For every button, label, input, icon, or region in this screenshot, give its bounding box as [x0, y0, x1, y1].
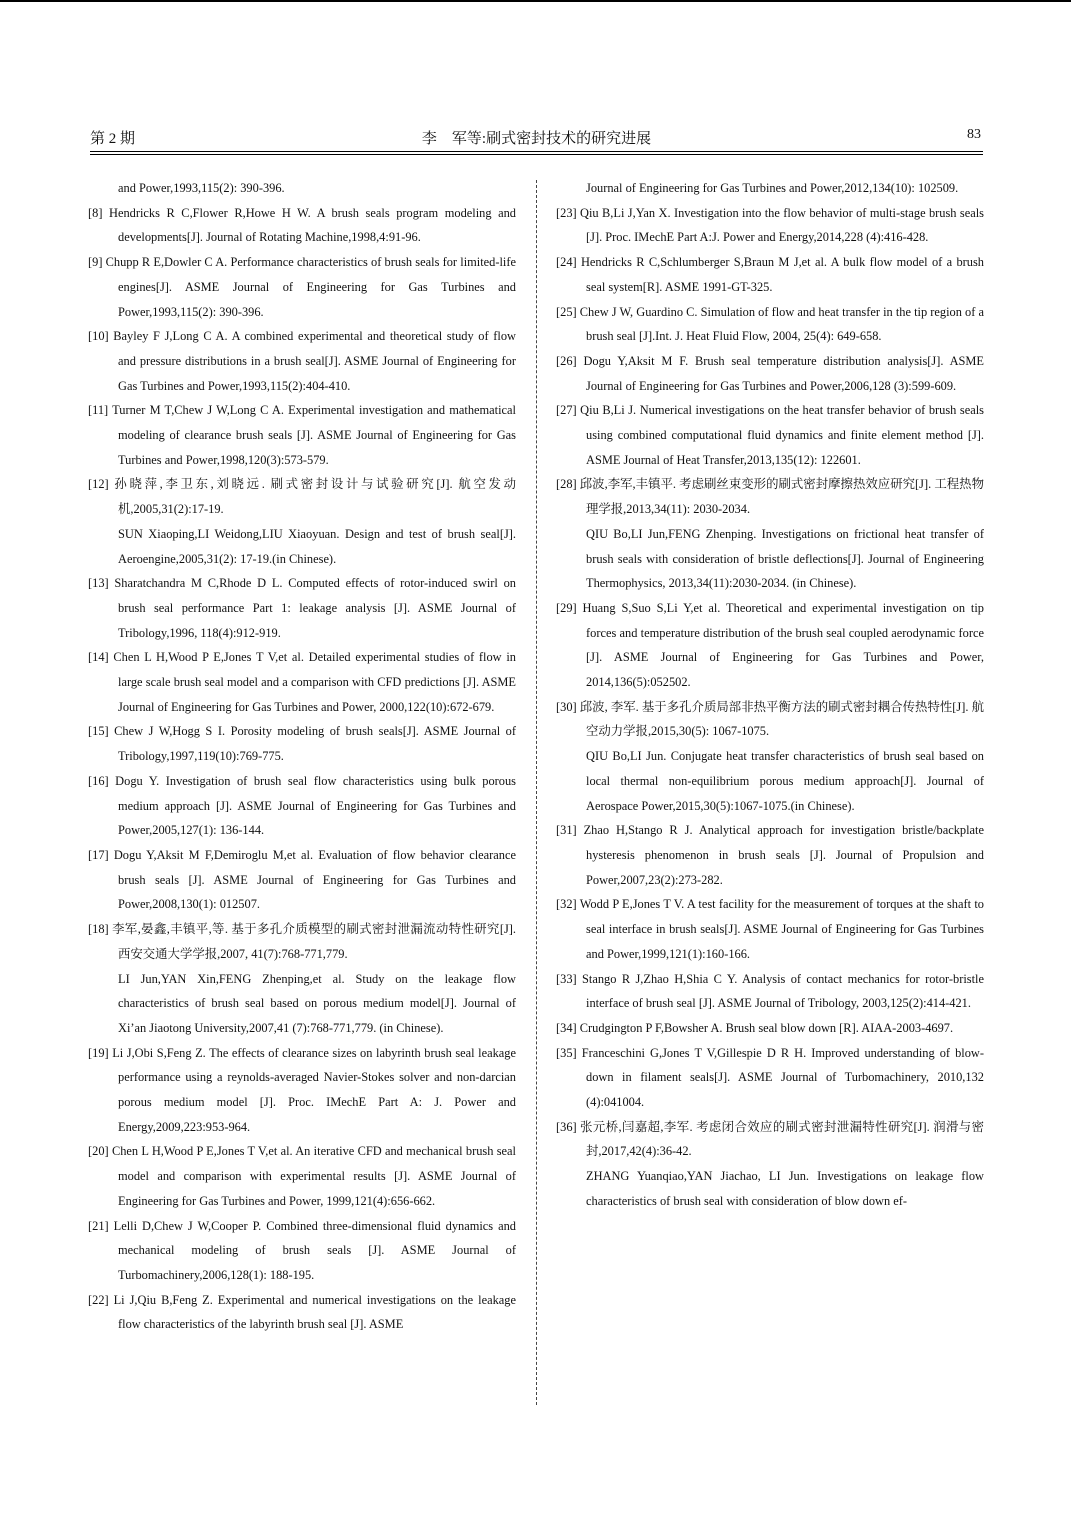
reference-entry: [24] Hendricks R C,Schlumberger S,Braun M J,et al. A bulk flow model of a brush seal system[R]. ASME 1991-GT-325.	[556, 255, 984, 294]
reference-entry: [36] 张元桥,闫嘉超,李军. 考虑闭合效应的刷式密封泄漏特性研究[J]. 润滑与密封,2017,42(4):36-42.	[556, 1119, 984, 1159]
reference-entry: [34] Crudgington P F,Bowsher A. Brush seal blow down [R]. AIAA-2003-4697.	[556, 1020, 954, 1035]
reference-entry: [23] Qiu B,Li J,Yan X. Investigation into the flow behavior of multi-stage brush seals [J]. Proc. IMechE Part A:J. Power and Energy,2014,228 (4):416-428.	[556, 205, 984, 245]
top-border-rule	[0, 0, 1071, 2]
reference-entry: [35] Franceschini G,Jones T V,Gillespie D R H. Improved understanding of blow-down in filament seals[J]. ASME Journal of Turbomachinery, 2010,132 (4):041004.	[556, 1045, 984, 1110]
reference-entry: [16] Dogu Y. Investigation of brush seal flow characteristics using bulk porous medium approach [J]. ASME Journal of Engineering for Gas Turbines and Power,2005,127(1): 136-144.	[88, 773, 516, 838]
references-left-column	[88, 176, 516, 1337]
references-right-column	[556, 176, 984, 1214]
reference-continuation: and Power,1993,115(2): 390-396.	[118, 181, 285, 195]
reference-entry: [9] Chupp R E,Dowler C A. Performance characteristics of brush seals for limited-life engines[J]. ASME Journal of Engineering for Gas Turbines and Power,1993,115(2): 390-396.	[88, 255, 516, 319]
reference-entry: [20] Chen L H,Wood P E,Jones T V,et al. An iterative CFD and mechanical brush seal model and comparison with experimental results [J]. ASME Journal of Engineering for Gas Turbines and Power, 1999,121(4):656-662.	[88, 1144, 516, 1208]
issue-number: 第 2 期	[90, 131, 136, 147]
header-rule-thin	[90, 154, 983, 155]
reference-entry: [22] Li J,Qiu B,Feng Z. Experimental and numerical investigations on the leakage flow characteristics of the labyrinth brush seal [J]. ASME	[88, 1292, 516, 1332]
running-header	[90, 125, 983, 151]
reference-entry: [19] Li J,Obi S,Feng Z. The effects of clearance sizes on labyrinth brush seal leakage performance using a reynolds-averaged Navier-Stokes solver and non-darcian porous medium model [J]. Proc. IMechE Part A: J. Power and Energy,2009,223:953-964.	[88, 1045, 516, 1134]
reference-entry: [25] Chew J W, Guardino C. Simulation of flow and heat transfer in the tip region of a brush seal [J].Int. J. Heat Fluid Flow, 2004, 25(4): 649-658.	[556, 304, 984, 344]
reference-translation: QIU Bo,LI Jun,FENG Zhenping. Investigations on frictional heat transfer of brush seals with consideration of bristle deflections[J]. Journal of Engineering Thermophysics, 2013,34(11):2030-2034. (in Chinese).	[586, 526, 984, 591]
reference-translation: LI Jun,YAN Xin,FENG Zhenping,et al. Study on the leakage flow characteristics of brush seal based on porous medium model[J]. Journal of Xi’an Jiaotong University,2007,41 (7):768-771,779. (in Chinese).	[118, 971, 516, 1035]
reference-entry: [30] 邱波, 李军. 基于多孔介质局部非热平衡方法的刷式密封耦合传热特性[J]. 航空动力学报,2015,30(5): 1067-1075.	[556, 699, 984, 739]
reference-entry: [32] Wodd P E,Jones T V. A test facility for the measurement of torques at the shaft to seal interface in brush seals[J]. ASME Journal of Engineering for Gas Turbines and Power,1999,121(1):160-166.	[556, 897, 984, 961]
reference-entry: [17] Dogu Y,Aksit M F,Demiroglu M,et al. Evaluation of flow behavior clearance brush seals [J]. ASME Journal of Engineering for Gas Turbines and Power,2008,130(1): 012507.	[88, 847, 516, 912]
reference-entry: [29] Huang S,Suo S,Li Y,et al. Theoretical and experimental investigation on tip forces and temperature distribution of the brush seal coupled aerodynamic force [J]. ASME Journal of Engineering for Gas Turbines and Power, 2014,136(5):052502.	[556, 600, 984, 690]
reference-entry: [18] 李军,晏鑫,丰镇平,等. 基于多孔介质模型的刷式密封泄漏流动特性研究[J]. 西安交通大学学报,2007, 41(7):768-771,779.	[88, 922, 516, 961]
reference-entry: [11] Turner M T,Chew J W,Long C A. Experimental investigation and mathematical modeling of clearance brush seals [J]. ASME Journal of Engineering for Gas Turbines and Power,1998,120(3):573-579.	[88, 403, 516, 467]
reference-entry: [14] Chen L H,Wood P E,Jones T V,et al. Detailed experimental studies of flow in large scale brush seal model and a comparison with CFD predictions [J]. ASME Journal of Engineering for Gas Turbines and Power, 2000,122(10):672-679.	[88, 650, 516, 714]
page-number: 83	[967, 127, 981, 142]
reference-entry: [28] 邱波,李军,丰镇平. 考虑刷丝束变形的刷式密封摩擦热效应研究[J]. 工程热物理学报,2013,34(11): 2030-2034.	[556, 477, 984, 517]
reference-translation: QIU Bo,LI Jun. Conjugate heat transfer characteristics of brush seal based on local thermal non-equilibrium porous medium approach[J]. Journal of Aerospace Power,2015,30(5):1067-1075.(in Chinese).	[586, 749, 984, 813]
column-divider	[536, 180, 537, 1405]
reference-entry: [13] Sharatchandra M C,Rhode D L. Computed effects of rotor-induced swirl on brush seal performance Part 1: leakage analysis [J]. ASME Journal of Tribology,1996, 118(4):912-919.	[88, 576, 516, 640]
reference-continuation: Journal of Engineering for Gas Turbines and Power,2012,134(10): 102509.	[586, 181, 959, 195]
reference-entry: [8] Hendricks R C,Flower R,Howe H W. A brush seals program modeling and developments[J]. Journal of Rotating Machine,1998,4:91-96.	[88, 205, 516, 245]
running-title: 李 军等:刷式密封技术的研究进展	[421, 131, 652, 147]
reference-entry: [33] Stango R J,Zhao H,Shia C Y. Analysis of contact mechanics for rotor-bristle interface of brush seal [J]. ASME Journal of Tribology, 2003,125(2):414-421.	[556, 971, 984, 1011]
reference-entry: [15] Chew J W,Hogg S I. Porosity modeling of brush seals[J]. ASME Journal of Tribology,1997,119(10):769-775.	[88, 724, 516, 764]
reference-entry: [27] Qiu B,Li J. Numerical investigations on the heat transfer behavior of brush seals using combined computational fluid dynamics and finite element method [J]. ASME Journal of Heat Transfer,2013,135(12): 122601.	[556, 403, 984, 467]
reference-entry: [21] Lelli D,Chew J W,Cooper P. Combined three-dimensional fluid dynamics and mechanical modeling of brush seals [J]. ASME Journal of Turbomachinery,2006,128(1): 188-195.	[88, 1218, 516, 1282]
reference-translation: ZHANG Yuanqiao,YAN Jiachao, LI Jun. Investigations on leakage flow characteristics of brush seal with consideration of blow down ef-	[586, 1169, 984, 1208]
reference-entry: [12] 孙晓萍,李卫东,刘晓远. 刷式密封设计与试验研究[J]. 航空发动机,2005,31(2):17-19.	[88, 477, 516, 517]
reference-entry: [31] Zhao H,Stango R J. Analytical approach for investigation bristle/backplate hysteresis phenomenon in brush seals [J]. Journal of Propulsion and Power,2007,23(2):273-282.	[556, 823, 984, 887]
reference-entry: [26] Dogu Y,Aksit M F. Brush seal temperature distribution analysis[J]. ASME Journal of Engineering for Gas Turbines and Power,2006,128 (3):599-609.	[556, 353, 984, 393]
reference-translation: SUN Xiaoping,LI Weidong,LIU Xiaoyuan. Design and test of brush seal[J]. Aeroengine,2005,31(2): 17-19.(in Chinese).	[118, 526, 516, 566]
header-rule	[90, 151, 983, 152]
reference-entry: [10] Bayley F J,Long C A. A combined experimental and theoretical study of flow and pressure distributions in a brush seal[J]. ASME Journal of Engineering for Gas Turbines and Power,1993,115(2):404-410.	[88, 329, 516, 393]
